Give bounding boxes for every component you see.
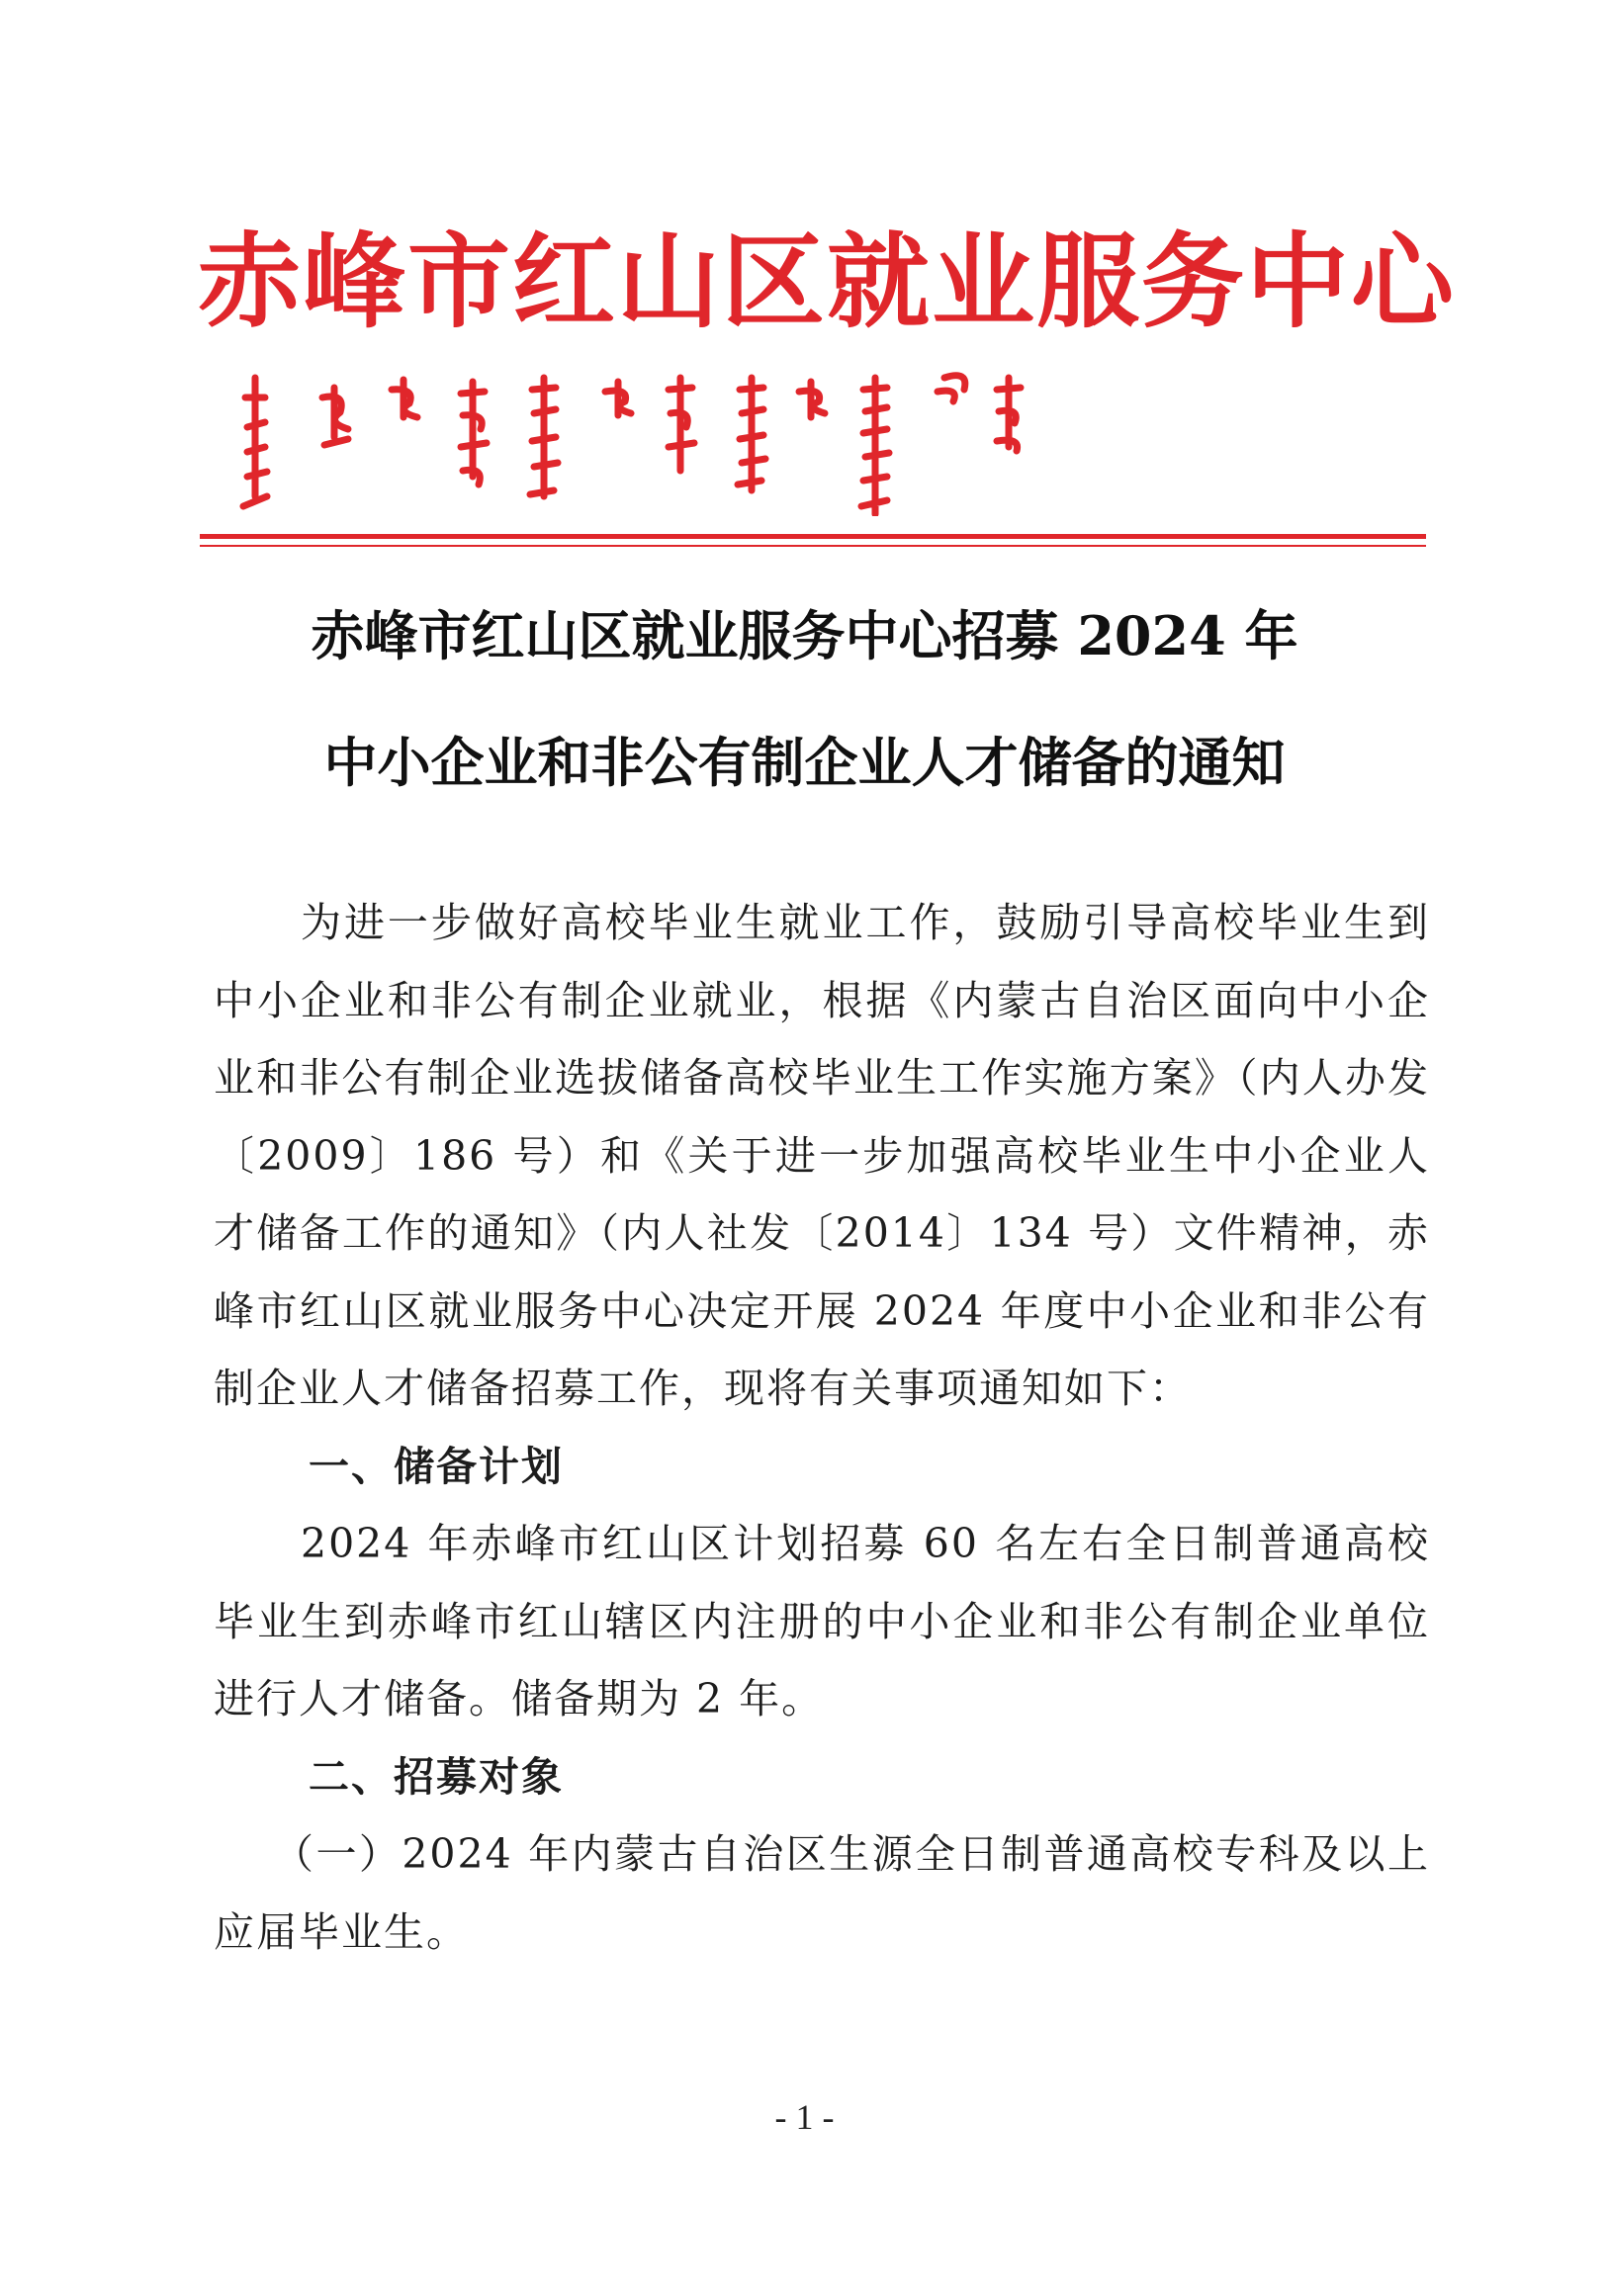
letterhead-red-rule-thick (200, 534, 1426, 539)
document-body (214, 884, 1430, 1971)
letterhead-org-name: 赤峰市红山区就业服务中心 (198, 221, 1457, 342)
document-title-line-2: 中小企业和非公有制企业人才储备的通知 (323, 731, 1286, 794)
intro-paragraph: 为进一步做好高校毕业生就业工作，鼓励引导高校毕业生到中小企业和非公有制企业就业，根据《内蒙古自治区面向中小企业和非公有制企业选拔储备高校毕业生工作实施方案》（内人办发〔2009〕186 号）和《关于进一步加强高校毕业生中小企业人才储备工作的通知》（内人社发〔2014〕134 号）文件精神，赤峰市红山区就业服务中心决定开展 2024 年度中小企业和非公有制企业人才储备招募工作，现将有关事项通知如下： (214, 899, 1430, 1412)
document-title-line-1: 赤峰市红山区就业服务中心招募 2024 年 (311, 604, 1298, 667)
mongolian-script-letterhead (237, 368, 1375, 516)
page-number: - 1 - (774, 2097, 835, 2137)
section-2-item-1: （一）2024 年内蒙古自治区生源全日制普通高校专科及以上应届毕业生。 (214, 1830, 1430, 1956)
letterhead-red-rule-thin (200, 545, 1426, 547)
section-1-paragraph: 2024 年赤峰市红山区计划招募 60 名左右全日制普通高校毕业生到赤峰市红山辖区内注册的中小企业和非公有制企业单位进行人才储备。储备期为 2 年。 (214, 1520, 1430, 1722)
section-1-heading: 一、储备计划 (309, 1442, 564, 1490)
section-2-heading: 二、招募对象 (309, 1752, 564, 1801)
